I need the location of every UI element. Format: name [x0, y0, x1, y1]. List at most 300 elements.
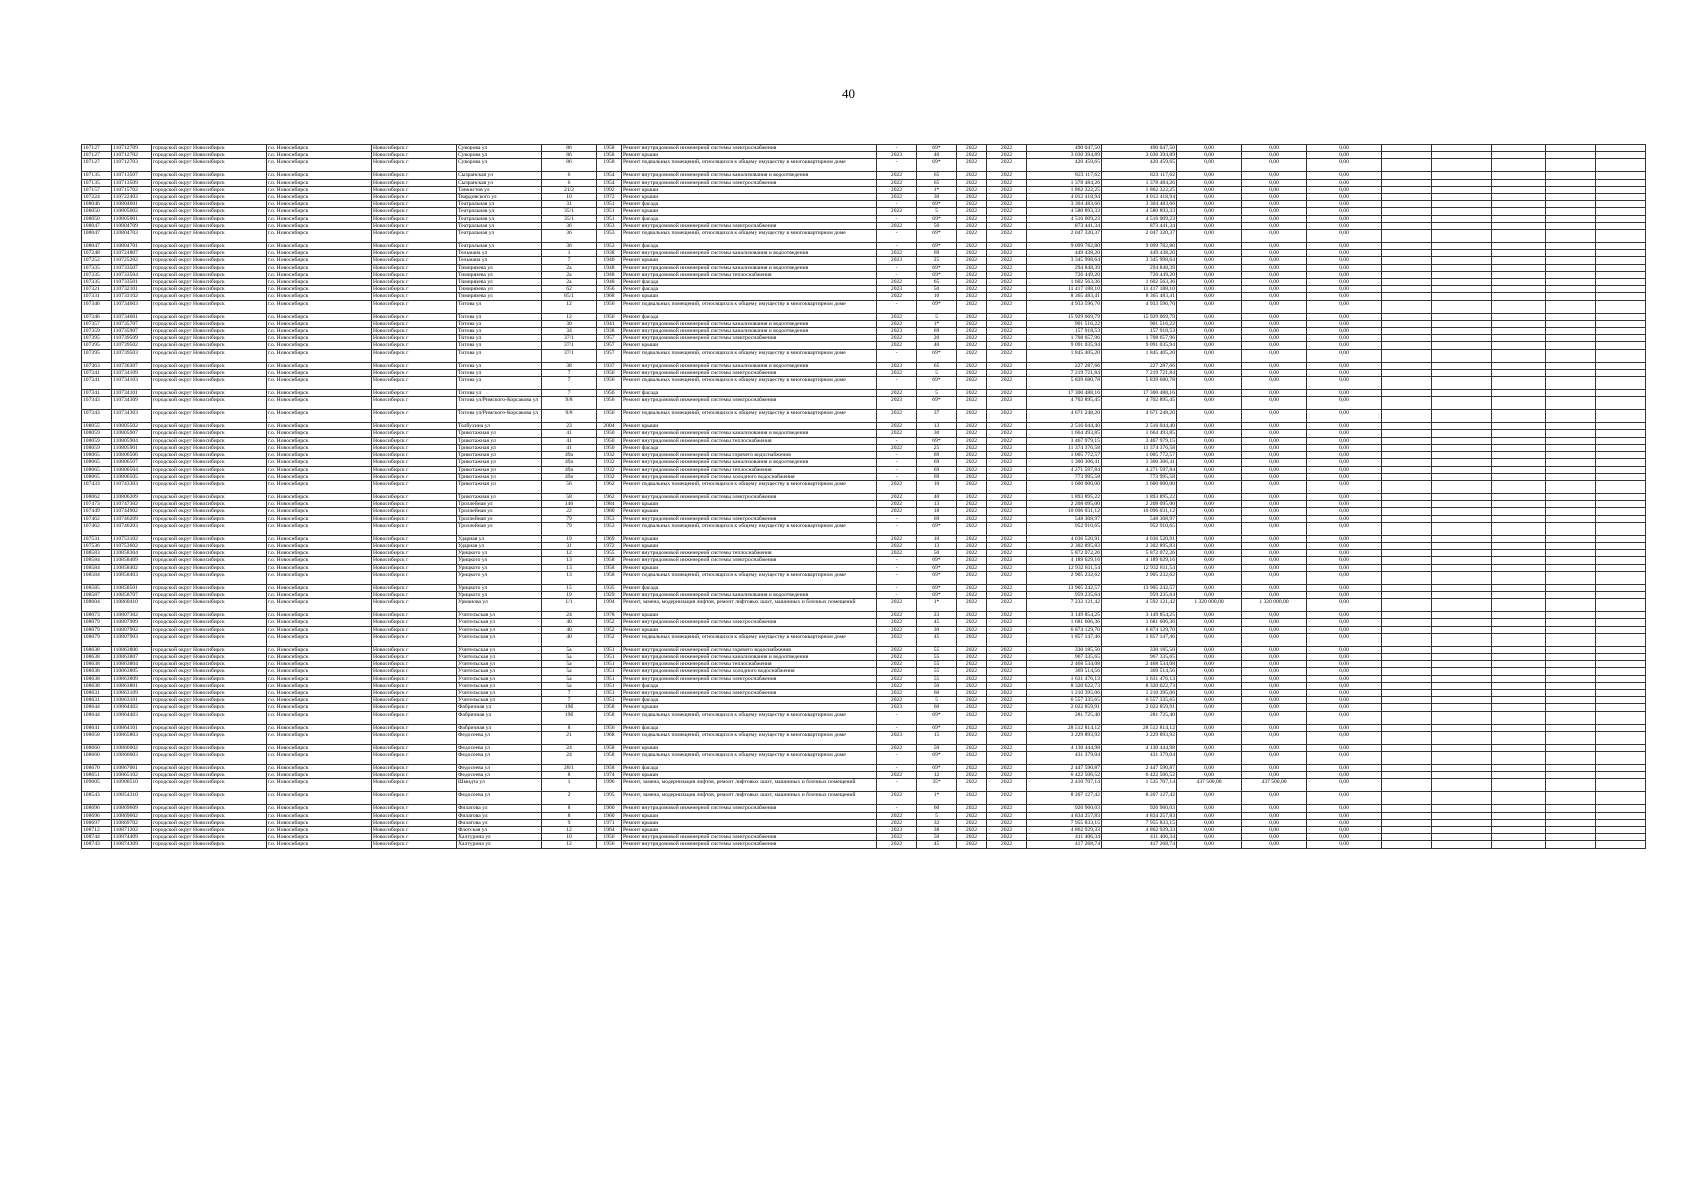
- cell-funding-2: 0,00: [1242, 444, 1307, 451]
- cell-district: городской округ Новосибирск: [152, 179, 267, 186]
- cell-total: 17 300 488,16: [1027, 390, 1102, 397]
- cell-year-end: 2022: [987, 584, 1027, 591]
- cell-street: Толбухина ул: [457, 423, 542, 430]
- cell-total: 4 933 596,70: [1027, 300, 1102, 313]
- cell-fund: 726 449,20: [1102, 271, 1177, 278]
- cell-funding-2: 0,00: [1242, 682, 1307, 689]
- cell-year: 1972: [597, 542, 622, 549]
- cell-year-start: 2022: [957, 172, 987, 179]
- cell-funding-1: 0,00: [1177, 535, 1242, 542]
- cell-id: 108651: [82, 772, 112, 779]
- cell-code: 110715702: [112, 186, 152, 193]
- cell-fund: 4 012 418,94: [1102, 194, 1177, 201]
- cell-funding-2: 0,00: [1242, 724, 1307, 731]
- cell-empty: [1432, 397, 1492, 410]
- cell-district: городской округ Новосибирск: [152, 459, 267, 466]
- cell-empty: [1596, 335, 1646, 342]
- cell-empty: [1492, 599, 1546, 612]
- cell-year: 1957: [597, 349, 622, 362]
- cell-fund: 4 516 009,23: [1102, 215, 1177, 222]
- cell-id: 108073: [82, 612, 112, 619]
- cell-empty: [1382, 271, 1432, 278]
- cell-fund: 2 302 895,83: [1102, 542, 1177, 549]
- cell-house: 12: [542, 827, 597, 834]
- cell-code: 110858402: [112, 564, 152, 571]
- cell-settlement: г.о. Новосибирск: [267, 349, 372, 362]
- cell-street: Титова ул: [457, 342, 542, 349]
- cell-settlement: г.о. Новосибирск: [267, 145, 372, 152]
- table-row: [82, 668, 1646, 675]
- table-row: [82, 550, 1646, 557]
- cell-empty: [1432, 201, 1492, 208]
- cell-district: городской округ Новосибирск: [152, 286, 267, 293]
- cell-funding-2: 0,00: [1242, 172, 1307, 179]
- cell-empty: [1432, 535, 1492, 542]
- cell-house: 5a: [542, 653, 597, 660]
- cell-number: 69*: [917, 584, 957, 591]
- cell-work: Ремонт фасада: [622, 286, 877, 293]
- cell-year-start: 2022: [957, 515, 987, 522]
- cell-fund: 1 300 306,41: [1102, 459, 1177, 466]
- cell-code: 110805907: [112, 430, 152, 437]
- cell-empty: [1432, 208, 1492, 215]
- cell-year-end: 2022: [987, 300, 1027, 313]
- cell-funding-3: 0,00: [1307, 201, 1382, 208]
- cell-total: 773 995,58: [1027, 473, 1102, 480]
- cell-funding-2: 0,00: [1242, 257, 1307, 264]
- cell-work: Ремонт внутридомовой инженерной системы канализования и водоотведения: [622, 459, 877, 466]
- cell-house: 6: [542, 172, 597, 179]
- cell-house: 37/1: [542, 349, 597, 362]
- cell-locality: Новосибирск г: [372, 222, 457, 229]
- cell-empty: [1492, 335, 1546, 342]
- cell-funding-3: 0,00: [1307, 792, 1382, 805]
- cell-plan-year: -: [877, 751, 917, 764]
- cell-street: Троллейная ул: [457, 501, 542, 508]
- cell-street: Шмидта ул: [457, 779, 542, 792]
- cell-funding-1: 0,00: [1177, 827, 1242, 834]
- cell-funding-1: 0,00: [1177, 675, 1242, 682]
- cell-plan-year: -: [877, 591, 917, 598]
- cell-empty: [1596, 812, 1646, 819]
- cell-year-start: 2022: [957, 342, 987, 349]
- cell-year: 1953: [597, 222, 622, 229]
- cell-empty: [1382, 668, 1432, 675]
- cell-funding-1: 0,00: [1177, 704, 1242, 711]
- cell-district: городской округ Новосибирск: [152, 369, 267, 376]
- cell-plan-year: 2022: [877, 390, 917, 397]
- cell-work: Ремонт внутридомовой инженерной системы канализования и водоотведения: [622, 264, 877, 271]
- cell-house: 9/8: [542, 397, 597, 410]
- cell-funding-2: 0,00: [1242, 194, 1307, 201]
- cell-settlement: г.о. Новосибирск: [267, 179, 372, 186]
- cell-empty: [1492, 172, 1546, 179]
- table-row: [82, 300, 1646, 313]
- cell-locality: Новосибирск г: [372, 328, 457, 335]
- cell-year-end: 2022: [987, 612, 1027, 619]
- cell-district: городской округ Новосибирск: [152, 250, 267, 257]
- cell-empty: [1492, 186, 1546, 193]
- repair-register-table: [81, 144, 1646, 849]
- cell-empty: [1432, 328, 1492, 335]
- cell-house: 8: [542, 772, 597, 779]
- table-row: [82, 222, 1646, 229]
- cell-funding-2: 0,00: [1242, 377, 1307, 390]
- cell-funding-3: 0,00: [1307, 501, 1382, 508]
- cell-work: Ремонт внутридомовой инженерной системы холодного водоснабжения: [622, 473, 877, 480]
- cell-work: Ремонт фасада: [622, 390, 877, 397]
- cell-empty: [1432, 682, 1492, 689]
- cell-id: 108059: [82, 437, 112, 444]
- cell-street: Титова ул: [457, 313, 542, 320]
- cell-empty: [1492, 812, 1546, 819]
- cell-number: 25: [917, 444, 957, 451]
- cell-year: 1958: [597, 159, 622, 172]
- cell-total: 6 422 506,52: [1027, 772, 1102, 779]
- cell-empty: [1596, 731, 1646, 744]
- cell-code: 110753602: [112, 542, 152, 549]
- cell-year-end: 2022: [987, 159, 1027, 172]
- cell-id: 107224: [82, 194, 112, 201]
- cell-empty: [1382, 522, 1432, 535]
- cell-year-start: 2022: [957, 208, 987, 215]
- cell-number: 55: [917, 646, 957, 653]
- cell-code: 110871202: [112, 827, 152, 834]
- cell-empty: [1596, 515, 1646, 522]
- cell-total: 4 036 520,91: [1027, 535, 1102, 542]
- cell-total: 11 417 188,10: [1027, 286, 1102, 293]
- cell-work: Ремонт внутридомовой инженерной системы электроснабжения: [622, 675, 877, 682]
- cell-locality: Новосибирск г: [372, 293, 457, 300]
- cell-empty: [1596, 626, 1646, 633]
- cell-empty: [1546, 264, 1596, 271]
- cell-year-start: 2022: [957, 724, 987, 731]
- cell-settlement: г.о. Новосибирск: [267, 812, 372, 819]
- cell-fund: 4 036 520,91: [1102, 535, 1177, 542]
- cell-empty: [1546, 501, 1596, 508]
- cell-plan-year: -: [877, 230, 917, 243]
- cell-house: 19: [542, 591, 597, 598]
- cell-plan-year: 2022: [877, 812, 917, 819]
- cell-empty: [1596, 779, 1646, 792]
- cell-total: 3 149 854,25: [1027, 612, 1102, 619]
- cell-plan-year: 2022: [877, 430, 917, 437]
- cell-empty: [1596, 550, 1646, 557]
- cell-fund: 4 834 257,83: [1102, 812, 1177, 819]
- cell-empty: [1382, 264, 1432, 271]
- cell-settlement: г.о. Новосибирск: [267, 841, 372, 848]
- cell-id: 107135: [82, 172, 112, 179]
- cell-funding-1: 0,00: [1177, 612, 1242, 619]
- cell-locality: Новосибирск г: [372, 535, 457, 542]
- cell-district: городской округ Новосибирск: [152, 812, 267, 819]
- cell-number: 69*: [917, 349, 957, 362]
- cell-locality: Новосибирск г: [372, 542, 457, 549]
- cell-empty: [1432, 542, 1492, 549]
- cell-empty: [1596, 508, 1646, 515]
- cell-district: городской округ Новосибирск: [152, 328, 267, 335]
- cell-locality: Новосибирск г: [372, 675, 457, 682]
- cell-empty: [1432, 172, 1492, 179]
- cell-empty: [1546, 279, 1596, 286]
- cell-street: Титова ул/Римского-Корсакова ул: [457, 397, 542, 410]
- cell-settlement: г.о. Новосибирск: [267, 633, 372, 646]
- cell-year: 1950: [597, 437, 622, 444]
- cell-street: Филатова ул: [457, 812, 542, 819]
- cell-year: 1929: [597, 591, 622, 598]
- cell-empty: [1432, 827, 1492, 834]
- cell-locality: Новосибирск г: [372, 423, 457, 430]
- cell-code: 110739502: [112, 342, 152, 349]
- cell-street: Театральная ул: [457, 243, 542, 250]
- cell-funding-3: 0,00: [1307, 626, 1382, 633]
- table-row: [82, 805, 1646, 812]
- cell-funding-2: 0,00: [1242, 522, 1307, 535]
- cell-funding-3: 0,00: [1307, 466, 1382, 473]
- cell-empty: [1382, 661, 1432, 668]
- cell-house: 12: [542, 841, 597, 848]
- cell-locality: Новосибирск г: [372, 473, 457, 480]
- cell-house: 49a: [542, 466, 597, 473]
- cell-fund: 773 995,58: [1102, 473, 1177, 480]
- cell-plan-year: 2022: [877, 480, 917, 493]
- cell-empty: [1546, 257, 1596, 264]
- cell-empty: [1492, 159, 1546, 172]
- cell-empty: [1546, 208, 1596, 215]
- cell-id: 107473: [82, 501, 112, 508]
- cell-total: 7 232 121,42: [1027, 599, 1102, 612]
- cell-empty: [1382, 313, 1432, 320]
- cell-settlement: г.о. Новосибирск: [267, 201, 372, 208]
- cell-year-start: 2022: [957, 501, 987, 508]
- cell-district: городской округ Новосибирск: [152, 764, 267, 771]
- cell-empty: [1596, 152, 1646, 159]
- cell-street: Урицкого ул: [457, 571, 542, 584]
- cell-district: городской округ Новосибирск: [152, 772, 267, 779]
- cell-district: городской округ Новосибирск: [152, 215, 267, 222]
- table-row: [82, 444, 1646, 451]
- table-row: [82, 626, 1646, 633]
- cell-number: 5: [917, 313, 957, 320]
- cell-code: 110806506: [112, 452, 152, 459]
- cell-number: 65: [917, 362, 957, 369]
- cell-empty: [1596, 179, 1646, 186]
- cell-id: 107359: [82, 328, 112, 335]
- cell-empty: [1382, 320, 1432, 327]
- cell-empty: [1546, 508, 1596, 515]
- cell-total: 1 210 395,06: [1027, 689, 1102, 696]
- cell-empty: [1382, 230, 1432, 243]
- table-row: [82, 390, 1646, 397]
- cell-number: 1*: [917, 599, 957, 612]
- cell-code: 110863805: [112, 668, 152, 675]
- cell-year-start: 2022: [957, 542, 987, 549]
- cell-empty: [1596, 480, 1646, 493]
- cell-fund: 2 208 095,00: [1102, 501, 1177, 508]
- cell-year-start: 2022: [957, 480, 987, 493]
- cell-total: 1 845 405,20: [1027, 349, 1102, 362]
- cell-id: 107341: [82, 369, 112, 376]
- cell-funding-1: 0,00: [1177, 584, 1242, 591]
- cell-street: Твардовского ул: [457, 194, 542, 201]
- cell-year: 2004: [597, 423, 622, 430]
- cell-code: 110863801: [112, 682, 152, 689]
- cell-settlement: г.о. Новосибирск: [267, 522, 372, 535]
- cell-plan-year: 2022: [877, 689, 917, 696]
- table-row: [82, 313, 1646, 320]
- cell-funding-3: 0,00: [1307, 515, 1382, 522]
- cell-id: 108065: [82, 473, 112, 480]
- cell-id: 108047: [82, 230, 112, 243]
- cell-id: 108079: [82, 633, 112, 646]
- cell-settlement: г.о. Новосибирск: [267, 564, 372, 571]
- cell-settlement: г.о. Новосибирск: [267, 437, 372, 444]
- cell-funding-2: 0,00: [1242, 584, 1307, 591]
- cell-settlement: г.о. Новосибирск: [267, 646, 372, 653]
- cell-empty: [1492, 779, 1546, 792]
- cell-street: Тимирязева ул: [457, 293, 542, 300]
- cell-id: 107321: [82, 286, 112, 293]
- cell-house: 5a: [542, 668, 597, 675]
- cell-empty: [1432, 293, 1492, 300]
- cell-total: 431 379,04: [1027, 751, 1102, 764]
- cell-street: Урицкого ул: [457, 557, 542, 564]
- cell-district: городской округ Новосибирск: [152, 841, 267, 848]
- cell-settlement: г.о. Новосибирск: [267, 293, 372, 300]
- cell-work: Ремонт подвальных помещений, относящихся к общему имуществу в многоквартирном доме: [622, 731, 877, 744]
- cell-plan-year: 2023: [877, 286, 917, 293]
- cell-settlement: г.о. Новосибирск: [267, 772, 372, 779]
- cell-district: городской округ Новосибирск: [152, 172, 267, 179]
- cell-number: 69: [917, 466, 957, 473]
- cell-settlement: г.о. Новосибирск: [267, 591, 372, 598]
- cell-code: 110854310: [112, 792, 152, 805]
- cell-house: 86: [542, 152, 597, 159]
- cell-plan-year: 2023: [877, 328, 917, 335]
- cell-fund: 1 378 484,26: [1102, 179, 1177, 186]
- cell-empty: [1596, 711, 1646, 724]
- cell-settlement: г.о. Новосибирск: [267, 243, 372, 250]
- cell-empty: [1492, 257, 1546, 264]
- cell-house: 5a: [542, 682, 597, 689]
- cell-funding-1: 437 500,00: [1177, 779, 1242, 792]
- cell-year-start: 2022: [957, 186, 987, 193]
- cell-settlement: г.о. Новосибирск: [267, 711, 372, 724]
- cell-total: 1 005 772,57: [1027, 452, 1102, 459]
- cell-locality: Новосибирск г: [372, 633, 457, 646]
- cell-street: Федосеева ул: [457, 772, 542, 779]
- cell-empty: [1546, 805, 1596, 812]
- cell-year-end: 2022: [987, 668, 1027, 675]
- cell-house: 22: [542, 508, 597, 515]
- cell-number: 69*: [917, 271, 957, 278]
- cell-locality: Новосибирск г: [372, 194, 457, 201]
- cell-fund: 967 335,65: [1102, 653, 1177, 660]
- cell-locality: Новосибирск г: [372, 172, 457, 179]
- cell-work: Ремонт внутридомовой инженерной системы горячего водоснабжения: [622, 646, 877, 653]
- table-row: [82, 571, 1646, 584]
- cell-code: 110806505: [112, 473, 152, 480]
- cell-year-end: 2022: [987, 459, 1027, 466]
- cell-year-start: 2022: [957, 675, 987, 682]
- cell-funding-2: 0,00: [1242, 279, 1307, 286]
- cell-funding-1: 0,00: [1177, 501, 1242, 508]
- cell-year: 1953: [597, 230, 622, 243]
- cell-house: 5a: [542, 646, 597, 653]
- cell-funding-2: 0,00: [1242, 208, 1307, 215]
- cell-work: Ремонт фасада: [622, 764, 877, 771]
- cell-number: 55: [917, 675, 957, 682]
- cell-locality: Новосибирск г: [372, 215, 457, 222]
- cell-work: Ремонт крыши: [622, 744, 877, 751]
- cell-year-start: 2022: [957, 764, 987, 771]
- cell-empty: [1596, 689, 1646, 696]
- cell-year-start: 2022: [957, 349, 987, 362]
- cell-street: Учительская ул: [457, 626, 542, 633]
- cell-fund: 2 447 590,87: [1102, 764, 1177, 771]
- cell-funding-2: 0,00: [1242, 286, 1307, 293]
- cell-funding-2: 0,00: [1242, 515, 1307, 522]
- cell-street: Сызранская ул: [457, 179, 542, 186]
- cell-total: 873 441,34: [1027, 222, 1102, 229]
- cell-funding-3: 0,00: [1307, 243, 1382, 250]
- cell-empty: [1596, 300, 1646, 313]
- table-row: [82, 689, 1646, 696]
- cell-empty: [1432, 194, 1492, 201]
- cell-funding-3: 0,00: [1307, 812, 1382, 819]
- cell-locality: Новосибирск г: [372, 230, 457, 243]
- cell-settlement: г.о. Новосибирск: [267, 626, 372, 633]
- cell-empty: [1492, 271, 1546, 278]
- cell-house: 37/1: [542, 342, 597, 349]
- cell-funding-2: 0,00: [1242, 459, 1307, 466]
- cell-empty: [1596, 584, 1646, 591]
- cell-settlement: г.о. Новосибирск: [267, 390, 372, 397]
- cell-empty: [1432, 633, 1492, 646]
- cell-house: 2: [542, 792, 597, 805]
- cell-empty: [1382, 493, 1432, 500]
- cell-code: 110712702: [112, 152, 152, 159]
- cell-locality: Новосибирск г: [372, 335, 457, 342]
- cell-empty: [1492, 480, 1546, 493]
- cell-total: 227 287,66: [1027, 362, 1102, 369]
- cell-funding-2: 0,00: [1242, 466, 1307, 473]
- cell-number: 69*: [917, 557, 957, 564]
- cell-empty: [1382, 633, 1432, 646]
- cell-empty: [1546, 390, 1596, 397]
- cell-funding-2: 0,00: [1242, 349, 1307, 362]
- cell-total: 1 300 306,41: [1027, 459, 1102, 466]
- cell-fund: 1 862 322,25: [1102, 186, 1177, 193]
- cell-empty: [1546, 571, 1596, 584]
- cell-work: Ремонт подвальных помещений, относящихся к общему имуществу в многоквартирном доме: [622, 377, 877, 390]
- cell-year-start: 2022: [957, 377, 987, 390]
- cell-funding-1: 0,00: [1177, 480, 1242, 493]
- cell-funding-3: 0,00: [1307, 584, 1382, 591]
- cell-plan-year: 2022: [877, 410, 917, 423]
- cell-year-end: 2022: [987, 362, 1027, 369]
- cell-empty: [1382, 145, 1432, 152]
- table-row: [82, 328, 1646, 335]
- cell-funding-3: 0,00: [1307, 264, 1382, 271]
- cell-district: городской округ Новосибирск: [152, 792, 267, 805]
- cell-number: 69*: [917, 724, 957, 731]
- cell-number: 5: [917, 390, 957, 397]
- cell-empty: [1432, 279, 1492, 286]
- cell-empty: [1432, 286, 1492, 293]
- cell-total: 420 459,65: [1027, 159, 1102, 172]
- cell-funding-1: 0,00: [1177, 682, 1242, 689]
